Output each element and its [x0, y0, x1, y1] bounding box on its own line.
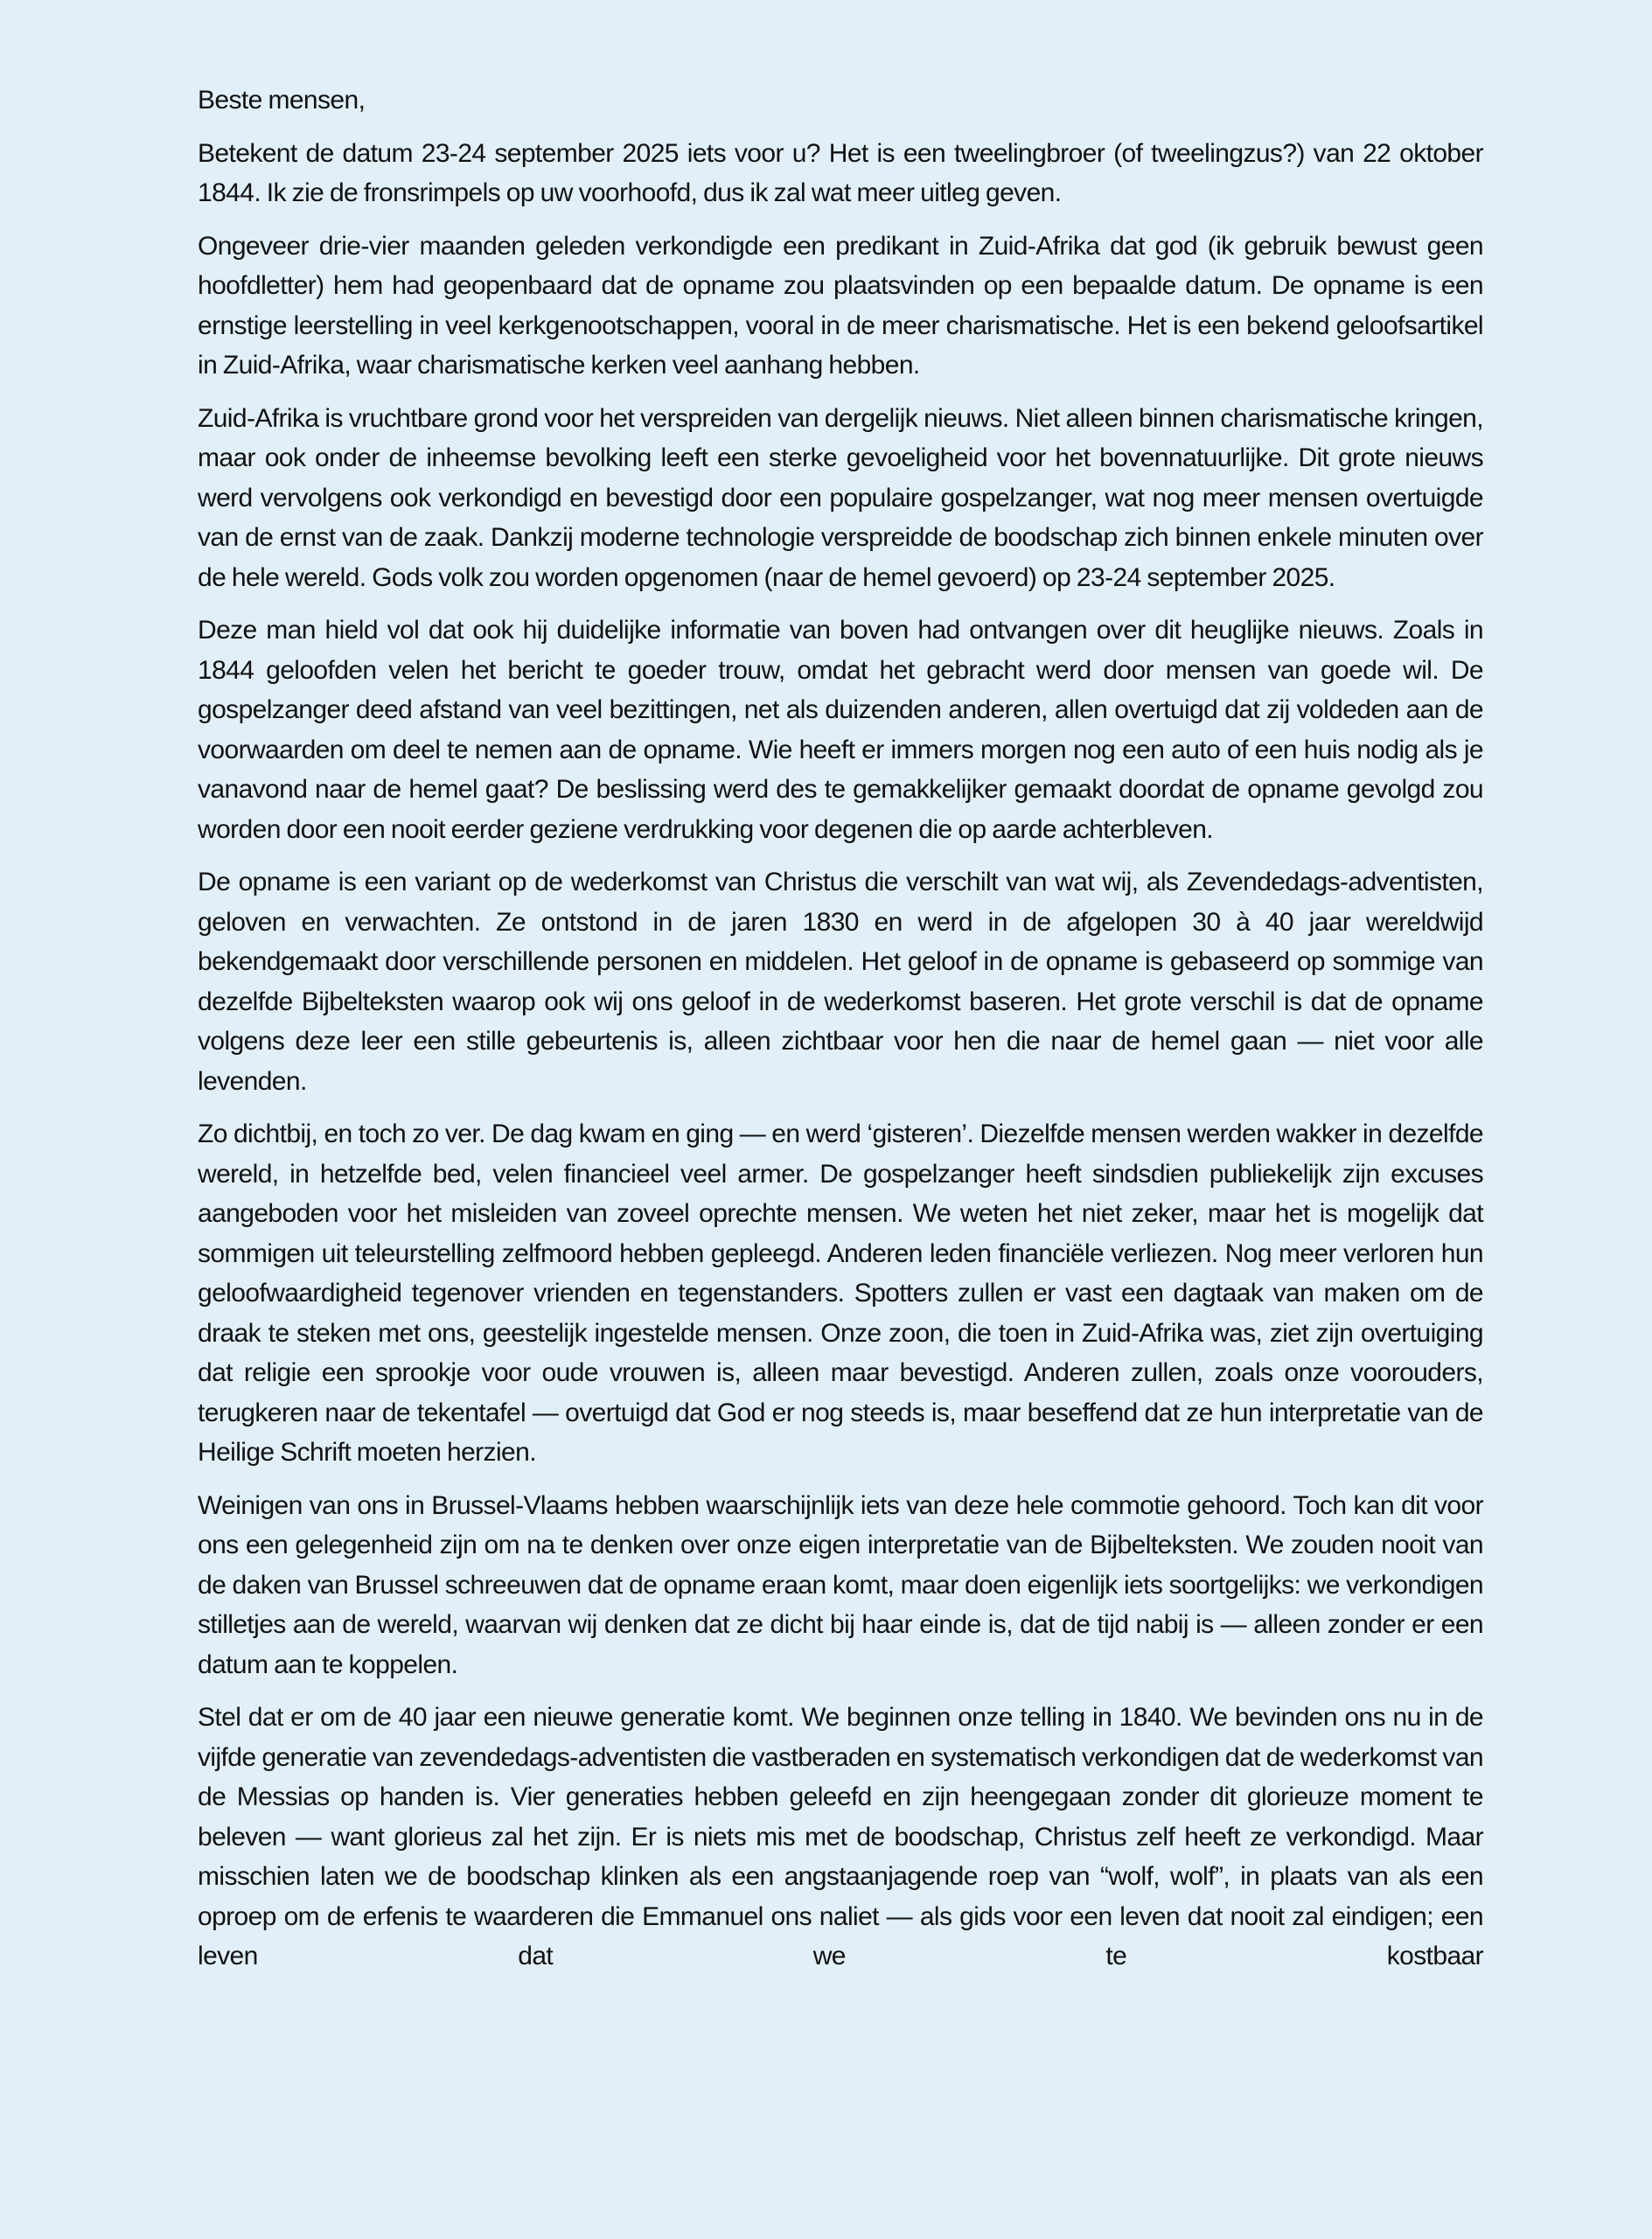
- paragraph-date-twin: Betekent de datum 23-24 september 2025 iets voor u? Het is een tweelingbroer (of tweelingzus?) van 22 oktober 1844. Ik zie de fronsrimpels op uw voorhoofd, dus ik zal wat meer uitleg geven.: [198, 138, 1483, 207]
- paragraph-day-passed: Zo dichtbij, en toch zo ver. De dag kwam en ging — en werd ‘gisteren’. Diezelfde mensen werden wakker in dezelfde wereld, in hetzelfde bed, velen financieel veel armer. De gospelzanger heeft sindsdien publiekelijk zijn excuses aangeboden voor het misleiden van zoveel oprechte mensen. We weten het niet zeker, maar het is mogelijk dat sommigen uit teleurstelling zelfmoord hebben gepleegd. Anderen leden financiële verliezen. Nog meer verloren hun geloofwaardigheid tegenover vrienden en tegenstanders. Spotters zullen er vast een dagtaak van maken om de draak te steken met ons, geestelijk ingestelde mensen. Onze zoon, die toen in Zuid-Afrika was, ziet zijn overtuiging dat religie een sprookje voor oude vrouwen is, alleen maar bevestigd. Anderen zullen, zoals onze voorouders, terugkeren naar de tekentafel — overtuigd dat God er nog steeds is, maar beseffend dat ze hun interpretatie van de Heilige Schrift moeten herzien.: [198, 1120, 1483, 1467]
- letter-body: [198, 80, 1483, 1990]
- paragraph-gospel-singer: Deze man hield vol dat ook hij duidelijke informatie van boven had ontvangen over dit heuglijke nieuws. Zoals in 1844 geloofden velen het bericht te goeder trouw, omdat het gebracht werd door mensen van goede wil. De gospelzanger deed afstand van veel bezittingen, net als duizenden anderen, allen overtuigd dat zij voldeden aan de voorwaarden om deel te nemen aan de opname. Wie heeft er immers morgen nog een auto of een huis nodig als je vanavond naar de hemel gaat? De beslissing werd des te gemakkelijker gemaakt doordat de opname gevolgd zou worden door een nooit eerder geziene verdrukking voor degenen die op aarde achterbleven.: [198, 616, 1483, 844]
- salutation: Beste mensen,: [198, 86, 366, 115]
- paragraph-rapture-variant: De opname is een variant op de wederkomst van Christus die verschilt van wat wij, als Zevendedags-adventisten, geloven en verwachten. Ze ontstond in de jaren 1830 en werd in de afgelopen 30 à 40 jaar wereldwijd bekendgemaakt door verschillende personen en middelen. Het geloof in de opname is gebaseerd op sommige van dezelfde Bijbelteksten waarop ook wij ons geloof in de wederkomst baseren. Het grote verschil is dat de opname volgens deze leer een stille gebeurtenis is, alleen zichtbaar voor hen die naar de hemel gaan — niet voor alle levenden.: [198, 868, 1483, 1096]
- paragraph-generations: Stel dat er om de 40 jaar een nieuwe generatie komt. We beginnen onze telling in 1840. We bevinden ons nu in de vijfde generatie van zevendedags-adventisten die vastberaden en systematisch verkondigen dat de wederkomst van de Messias op handen is. Vier generaties hebben geleefd en zijn heengegaan zonder dit glorieuze moment te beleven — want glorieus zal het zijn. Er is niets mis met de boodschap, Christus zelf heeft ze verkondigd. Maar misschien laten we de boodschap klinken als een angstaanjagende roep van “wolf, wolf”, in plaats van als een oproep om de erfenis te waarderen die Emmanuel ons naliet — als gids voor een leven dat nooit zal eindigen; een leven dat we te kostbaar: [198, 1703, 1483, 1970]
- paragraph-south-africa-spread: Zuid-Afrika is vruchtbare grond voor het verspreiden van dergelijk nieuws. Niet alleen binnen charismatische kringen, maar ook onder de inheemse bevolking leeft een sterke gevoeligheid voor het bovennatuurlijke. Dit grote nieuws werd vervolgens ook verkondigd en bevestigd door een populaire gospelzanger, wat nog meer mensen overtuigde van de ernst van de zaak. Dankzij moderne technologie verspreidde de boodschap zich binnen enkele minuten over de hele wereld. Gods volk zou worden opgenomen (naar de hemel gevoerd) op 23-24 september 2025.: [198, 403, 1483, 592]
- paragraph-preacher-rapture: Ongeveer drie-vier maanden geleden verkondigde een predikant in Zuid-Afrika dat god (ik gebruik bewust geen hoofdletter) hem had geopenbaard dat de opname zou plaatsvinden op een bepaalde datum. De opname is een ernstige leerstelling in veel kerkgenootschappen, vooral in de meer charismatische. Het is een bekend geloofsartikel in Zuid-Afrika, waar charismatische kerken veel aanhang hebben.: [198, 231, 1483, 380]
- paragraph-brussels-reflection: Weinigen van ons in Brussel-Vlaams hebben waarschijnlijk iets van deze hele commotie gehoord. Toch kan dit voor ons een gelegenheid zijn om na te denken over onze eigen interpretatie van de Bijbelteksten. We zouden nooit van de daken van Brussel schreeuwen dat de opname eraan komt, maar doen eigenlijk iets soortgelijks: we verkondigen stilletjes aan de wereld, waarvan wij denken dat ze dicht bij haar einde is, dat de tijd nabij is — alleen zonder er een datum aan te koppelen.: [198, 1490, 1483, 1679]
